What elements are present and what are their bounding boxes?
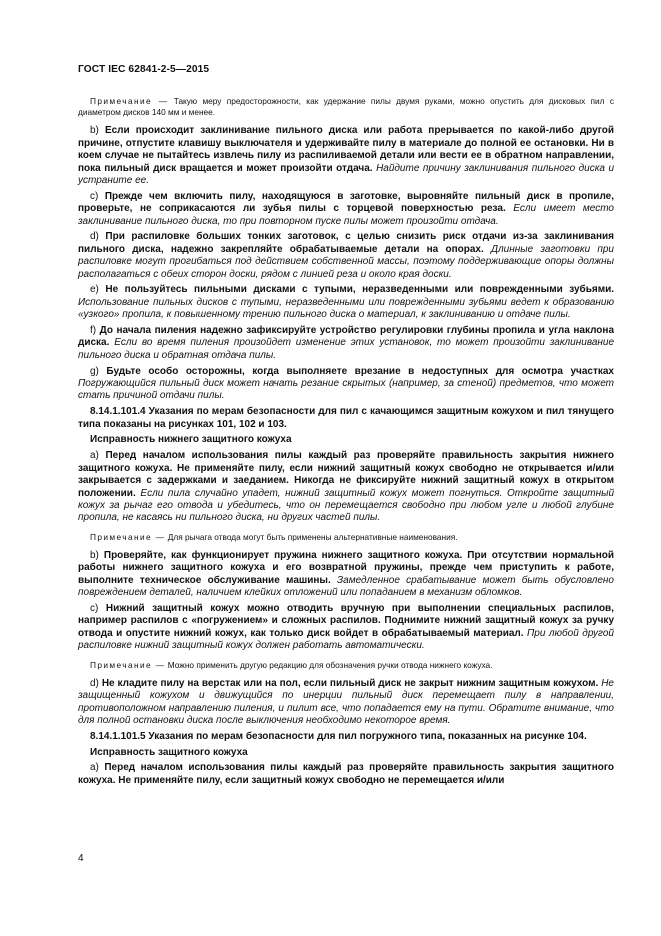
item-italic-text: Использование пильных дисков с тупыми, неразведенными или поврежденными зубьями ведет к образованию «узкого» пропила, к повышенному трению пильного диска о материал, к заклиниванию и отдаче пилы. (78, 296, 614, 321)
item-bold-text: Перед началом использования пилы каждый раз проверяйте правильность закрытия нижнего защитного кожуха. Не применяйте пилу, если нижний защитный кожух свободно не открывается и/или закрывается с задержками и заеданием. Никогда не фиксируйте нижний защитный кожух в открытом положении. (78, 450, 614, 499)
note-paragraph (78, 660, 614, 671)
item-bold-text: До начала пиления надежно зафиксируйте устройство регулировки глубины пропила и угла наклона диска. (78, 325, 615, 349)
note-paragraph (78, 532, 614, 543)
section-title-8-14-1-101-5 (78, 731, 614, 743)
item-italic-text: Погружающийся пильный диск может начать резание скрытых (например, за стеной) предметов, что может стать причиной отдачи пилы. (78, 378, 614, 402)
item-c (78, 191, 614, 228)
item-letter: d) (90, 677, 99, 689)
item-letter: b) (90, 125, 99, 137)
item-letter: e) (90, 284, 99, 296)
item-g (78, 366, 614, 403)
section-title-text: 8.14.1.101.4 Указания по мерам безопасности для пил с качающимся защитным кожухом и пил тянущего типа показаны на рисунках 101, 102 и 103. (78, 406, 614, 430)
document-page (78, 64, 614, 787)
item-italic-text: Если пила случайно упадет, нижний защитный кожух может погнуться. Откройте защитный кожух за рычаг его отвода и убедитесь, что он перемещается свободно при любом угле и любой глубине пропила, не касаясь ни пильного диска, ни других частей пилы. (78, 487, 615, 524)
item-a-guard (78, 762, 614, 787)
item-bold-text: При распиловке больших тонких заготовок, с целью снизить риск отдачи из-за заклинивания пильного диска, надежно закрепляйте обрабатываемые детали на опорах. (78, 231, 614, 255)
item-bold-text: Прежде чем включить пилу, находящуюся в заготовке, выровняйте пильный диск в пропиле, проверьте, не соприкасаются ли зубья пилы с торцевой поверхностью реза. (78, 190, 615, 215)
subheading-lower-guard (78, 434, 614, 446)
item-letter: c) (90, 602, 99, 614)
subheading-text: Исправность защитного кожуха (90, 746, 248, 758)
item-italic-text: Не защищенный кожухом и движущийся по инерции пильный диск перемещает пилу в направлении, противоположном направлению пиления, и пилит все, что попадается ему на пути. Обратите внимание, что для полной остановки диска после выключения необходимо некоторое время. (78, 677, 614, 726)
document-header: ГОСТ IEC 62841-2-5—2015 (78, 64, 210, 75)
subheading-text: Исправность нижнего защитного кожуха (90, 434, 292, 446)
item-italic-text: При любой другой распиловке нижний защитный кожух должен работать автоматически. (78, 627, 614, 652)
item-italic-text: Замедленное срабатывание может быть обусловлено повреждением деталей, наличием клейких отложений или попаданием в механизм обломков. (78, 574, 614, 599)
note-label: Примечание — (90, 96, 169, 106)
item-bold-text: Нижний защитный кожух можно отводить вручную при выполнении специальных распилов, например распилов с «погружением» и сложных распилов. Поднимите нижний защитный кожух за ручку отвода и опустите нижний кожух, как только диск войдет в обрабатываемый материал. (78, 602, 614, 639)
note-text: Можно применить другую редакцию для обозначения ручки отвода нижнего кожуха. (167, 659, 493, 670)
item-c-manual-retract (78, 603, 614, 653)
item-b (78, 125, 614, 187)
item-bold-text: Если происходит заклинивание пильного диска или работа прерывается по какой-либо другой причине, отпустите клавишу выключателя и удерживайте пилу в материале до полной ее остановки. Ни в коем случае не пытайтесь извлечь пилу из распиливаемой детали или вести ее в обратном направлении, пока пильный диск вращается и может произойти отдача. (78, 125, 614, 174)
item-letter: c) (90, 190, 99, 202)
item-d (78, 231, 614, 281)
item-italic-text: Если во время пиления произойдет изменение этих установок, то может произойти заклинивание пильного диска и обратная отдача пилы. (78, 337, 614, 361)
section-title-text: 8.14.1.101.5 Указания по мерам безопасности для пил погружного типа, показанных на рисунке 104. (90, 730, 587, 742)
item-italic-text: Если имеет место заклинивание пильного диска, то при повторном пуске пилы может произойти отдача. (78, 203, 614, 227)
note-paragraph (78, 96, 614, 118)
note-text: Такую меру предосторожности, как удержание пилы двумя руками, можно опустить для дисковых пил с диаметром дисков 140 мм и менее. (78, 96, 614, 118)
item-b-spring (78, 550, 614, 600)
section-title-8-14-1-101-4 (78, 406, 614, 431)
note-label: Примечание — (90, 659, 166, 670)
item-bold-text: Будьте особо осторожны, когда выполняете врезание в недоступных для осмотра участках (106, 365, 614, 377)
subheading-guard (78, 747, 614, 759)
item-bold-text: Проверяйте, как функционирует пружина нижнего защитного кожуха. При отсутствии нормальной работы нижнего защитного кожуха и его возвратной пружины, прежде чем приступить к работе, выполните техническое обслуживание машины. (78, 549, 614, 586)
item-italic-text: Длинные заготовки при распиловке могут прогибаться под действием собственной массы, поэтому поддерживающие опоры должны располагаться с обеих сторон доски, рядом с линией реза и около края доски. (78, 243, 614, 280)
page-number: 4 (78, 853, 84, 864)
item-d-bench (78, 678, 614, 728)
item-letter: g) (90, 365, 99, 377)
item-f (78, 325, 614, 362)
item-letter: a) (90, 450, 99, 462)
note-label: Примечание — (90, 531, 166, 542)
item-letter: f) (90, 325, 97, 337)
note-text: Для рычага отвода могут быть применены альтернативные наименования. (167, 531, 458, 542)
item-a-lower-guard (78, 450, 614, 524)
item-e (78, 284, 614, 321)
item-bold-text: Перед началом использования пилы каждый раз проверяйте правильность закрытия защитного кожуха. Не применяйте пилу, если защитный кожух свободно не перемещается и/или (78, 762, 614, 786)
item-italic-text: Найдите причину заклинивания пильного диска и устраните ее. (78, 162, 615, 187)
item-bold-text: Не пользуйтесь пильными дисками с тупыми, неразведенными или поврежденными зубьями. (105, 284, 615, 296)
item-letter: b) (90, 549, 99, 561)
item-bold-text: Не кладите пилу на верстак или на пол, если пильный диск не закрыт нижним защитным кожухом. (101, 677, 599, 689)
item-letter: d) (90, 231, 99, 243)
item-letter: a) (90, 762, 99, 774)
